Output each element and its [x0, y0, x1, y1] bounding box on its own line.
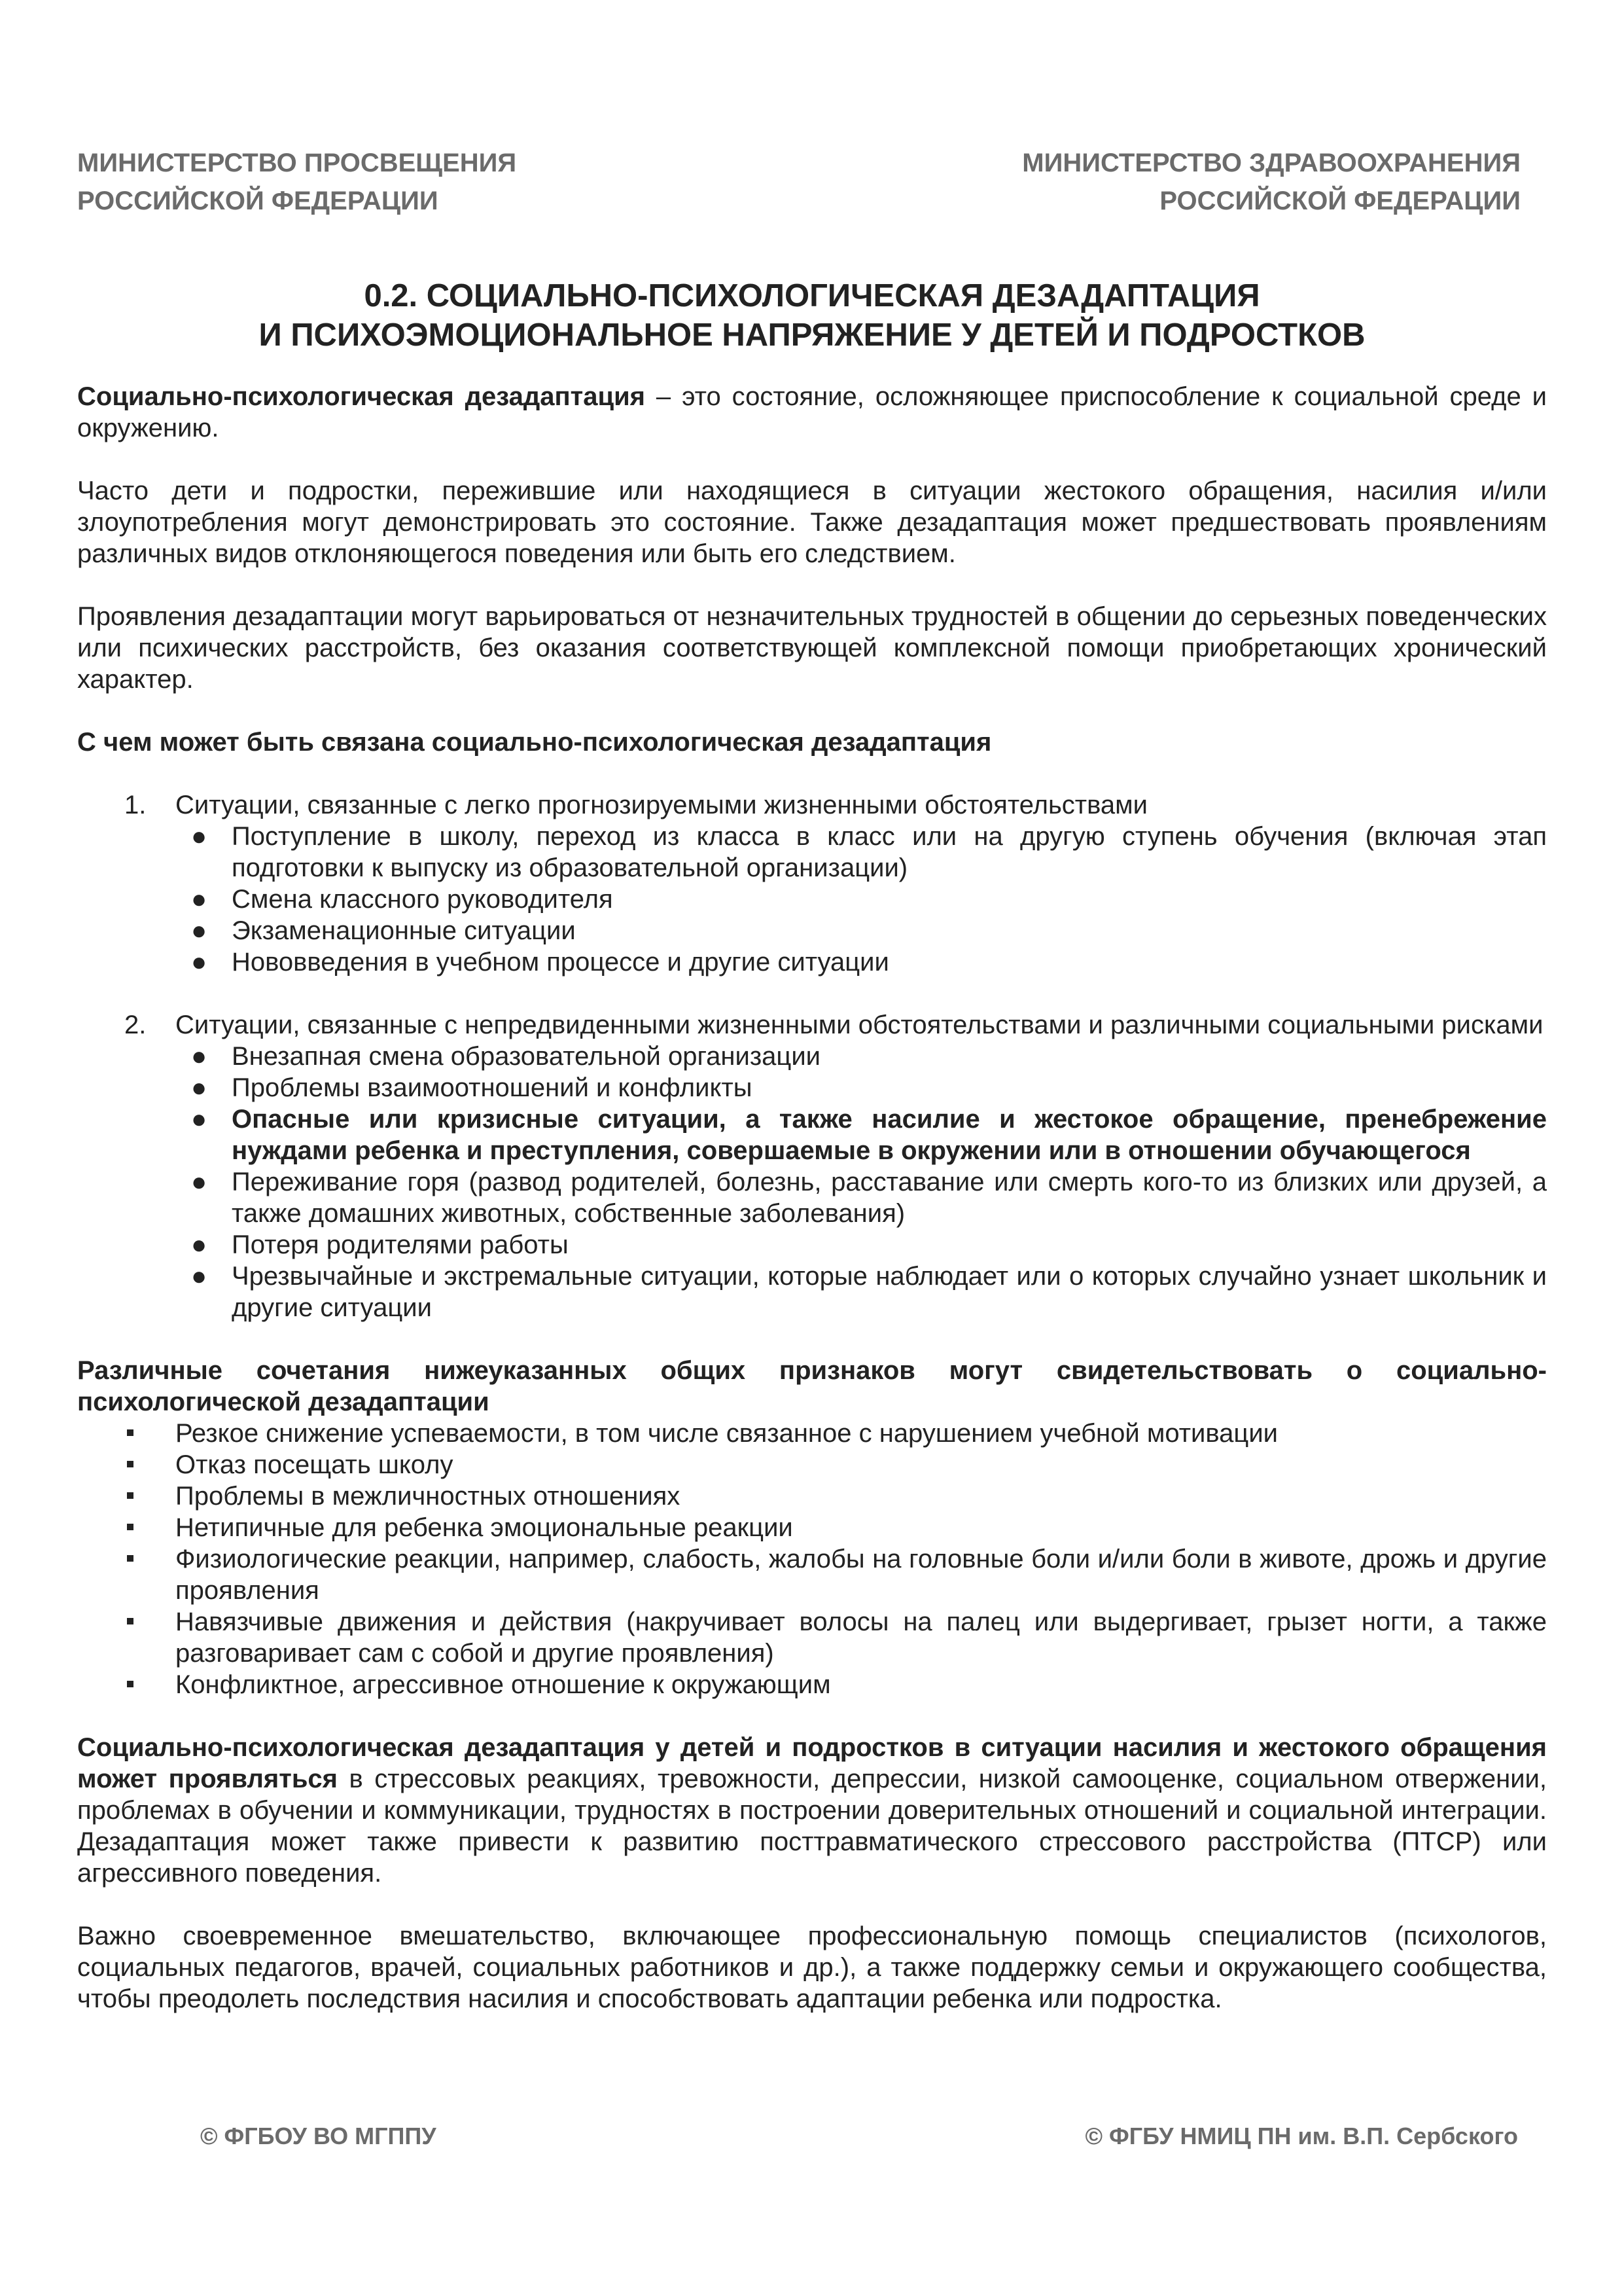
paragraph-context: Часто дети и подростки, пережившие или находящиеся в ситуации жестокого обращения, насилия и/или злоупотребления могут демонстрировать это состояние. Также дезадаптация может предшествовать проявлениям различных видов отклоняющегося поведения или быть его следствием. [77, 476, 1547, 568]
bullet-list-1 [77, 821, 1547, 978]
header-right-line-2: РОССИЙСКОЙ ФЕДЕРАЦИИ [1159, 187, 1521, 215]
definition-term: Социально-психологическая дезадаптация [77, 382, 646, 411]
numbered-item-1 [77, 789, 1547, 821]
bullet-icon: ● [191, 1042, 207, 1071]
list-item: Физиологические реакции, например, слабость, жалобы на головные боли и/или боли в животе, дрожь и другие проявления [77, 1543, 1547, 1606]
document-body [77, 381, 1547, 2015]
bullet-icon: ● [191, 885, 207, 914]
header-ministry-education [77, 144, 516, 220]
list-item: Резкое снижение успеваемости, в том числе связанное с нарушением учебной мотивации [77, 1418, 1547, 1449]
bullet-icon: ● [191, 948, 207, 977]
signs-heading: Различные сочетания нижеуказанных общих признаков могут свидетельствовать о социально-психологической дезадаптации [77, 1356, 1547, 1416]
title-line-1: 0.2. СОЦИАЛЬНО-ПСИХОЛОГИЧЕСКАЯ ДЕЗАДАПТАЦИЯ [364, 278, 1260, 314]
list-item: ● Чрезвычайные и экстремальные ситуации, которые наблюдает или о которых случайно узнает школьник и другие ситуации [191, 1262, 1547, 1322]
bullet-icon: ● [191, 822, 207, 851]
header-ministry-health [1022, 144, 1521, 220]
list-item: ● Проблемы взаимоотношений и конфликты [191, 1073, 752, 1102]
list-item: ● Смена классного руководителя [191, 885, 613, 914]
item-number: 2. [124, 1011, 147, 1039]
header-left-line-2: РОССИЙСКОЙ ФЕДЕРАЦИИ [77, 187, 438, 215]
list-item: Проблемы в межличностных отношениях [77, 1480, 1547, 1512]
square-bullet-icon [127, 1524, 133, 1530]
square-bullet-icon [127, 1555, 133, 1562]
list-item: ● Внезапная смена образовательной организации [191, 1042, 821, 1071]
list-item: Конфликтное, агрессивное отношение к окружающим [77, 1669, 1547, 1700]
list-item: ● Потеря родителями работы [191, 1230, 569, 1259]
bullet-icon: ● [191, 916, 207, 945]
item-number: 1. [124, 791, 147, 819]
bullet-list-2 [77, 1041, 1547, 1323]
list-item: Нетипичные для ребенка эмоциональные реакции [77, 1512, 1547, 1543]
signs-list [77, 1418, 1547, 1700]
violence-text: в стрессовых реакциях, тревожности, депрессии, низкой самооценке, социальном отвержении, проблемах в обучении и коммуникации, трудностях в построении доверительных отношений и социальной интеграции. Дезадаптация может также привести к развитию посттравматического стрессового расстройства (ПТСР) или агрессивного поведения. [77, 1765, 1547, 1888]
violence-paragraph [77, 1732, 1547, 1889]
final-paragraph: Важно своевременное вмешательство, включающее профессиональную помощь специалистов (психологов, социальных педагогов, врачей, социальных работников и др.), а также поддержку семьи и окружающего сообщества, чтобы преодолеть последствия насилия и способствовать адаптации ребенка или подростка. [77, 1922, 1547, 2013]
square-bullet-icon [127, 1681, 133, 1687]
list-item: ● Переживание горя (развод родителей, болезнь, расставание или смерть кого-то из близких или друзей, а также домашних животных, собственные заболевания) [191, 1168, 1547, 1228]
square-bullet-icon [127, 1618, 133, 1624]
footer-copyright-mgppu: © ФГБОУ ВО МГППУ [200, 2123, 436, 2149]
paragraph-manifestations: Проявления дезадаптации могут варьироваться от незначительных трудностей в общении до серьезных поведенческих или психических расстройств, без оказания соответствующей комплексной помощи приобретающих хронический характер. [77, 602, 1547, 694]
list-item: Навязчивые движения и действия (накручивает волосы на палец или выдергивает, грызет ногти, а также разговаривает сам с собой и другие проявления) [77, 1606, 1547, 1669]
list-item: ● Экзаменационные ситуации [191, 916, 576, 945]
footer-copyright-serbsky: © ФГБУ НМИЦ ПН им. В.П. Сербского [1085, 2123, 1518, 2149]
header-left-line-1: МИНИСТЕРСТВО ПРОСВЕЩЕНИЯ [77, 149, 517, 177]
list-item-emphasized: ● Опасные или кризисные ситуации, а также насилие и жестокое обращение, пренебрежение нуждами ребенка и преступления, совершаемые в окружении или в отношении обучающегося [191, 1105, 1547, 1165]
list-item: ● Нововведения в учебном процессе и другие ситуации [191, 948, 889, 977]
bullet-icon: ● [191, 1168, 207, 1196]
list-item: Отказ посещать школу [77, 1449, 1547, 1480]
definition-paragraph [77, 381, 1547, 444]
bullet-icon: ● [191, 1105, 207, 1134]
square-bullet-icon [127, 1429, 133, 1436]
list-item: ● Поступление в школу, переход из класса в класс или на другую ступень обучения (включая этап подготовки к выпуску из образовательной организации) [191, 822, 1547, 882]
causes-heading: С чем может быть связана социально-психологическая дезадаптация [77, 728, 992, 757]
numbered-item-2 [77, 1009, 1547, 1041]
definition-text: – это состояние, осложняющее приспособление к социальной среде и окружению. [77, 382, 1547, 442]
numbered-item-text: Ситуации, связанные с непредвиденными жизненными обстоятельствами и различными социальными рисками [175, 1011, 1544, 1039]
page-title [77, 276, 1547, 355]
bullet-icon: ● [191, 1262, 207, 1291]
numbered-item-text: Ситуации, связанные с легко прогнозируемыми жизненными обстоятельствами [175, 791, 1148, 819]
square-bullet-icon [127, 1492, 133, 1499]
bullet-icon: ● [191, 1073, 207, 1102]
bullet-icon: ● [191, 1230, 207, 1259]
title-line-2: И ПСИХОЭМОЦИОНАЛЬНОЕ НАПРЯЖЕНИЕ У ДЕТЕЙ И ПОДРОСТКОВ [258, 317, 1366, 353]
violence-lead: Социально-психологическая дезадаптация у детей и подростков в ситуации насилия и жестокого обращения может проявляться [77, 1733, 1547, 1793]
header-right-line-1: МИНИСТЕРСТВО ЗДРАВООХРАНЕНИЯ [1022, 149, 1521, 177]
square-bullet-icon [127, 1461, 133, 1467]
